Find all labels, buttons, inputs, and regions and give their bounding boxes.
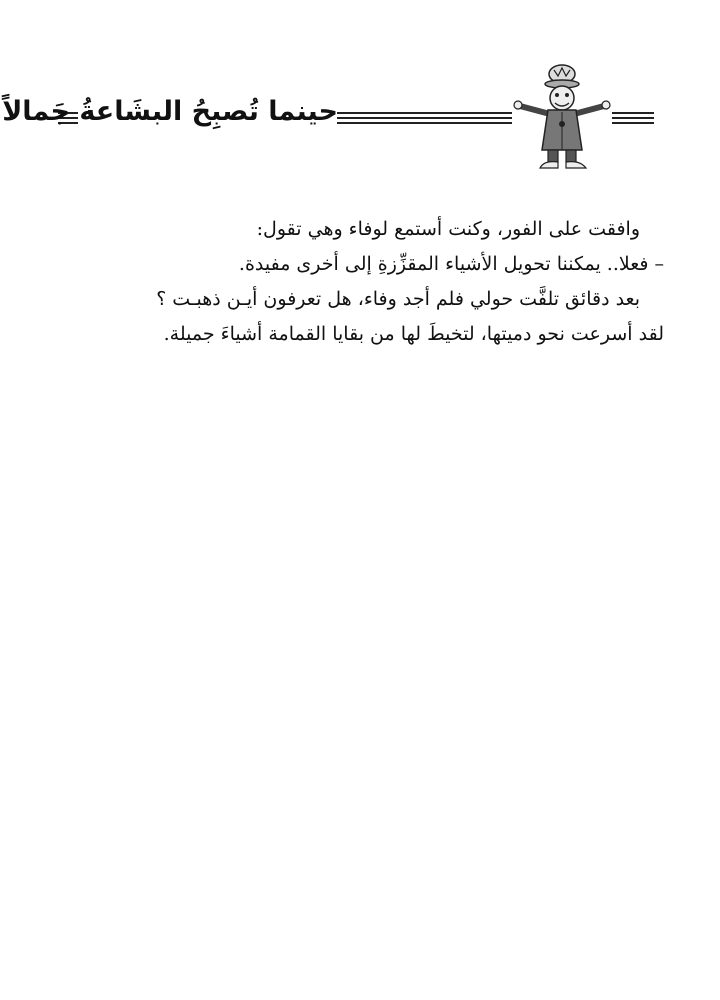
paragraph-line: – فعلا.. يمكننا تحويل الأشياء المقزِّزةِ إلى أخرى مفيدة. [238, 253, 664, 275]
paragraph-line: لقد أسرعت نحو دميتها، لتخيطَ لها من بقايا القمامة أشياءَ جميلة. [163, 323, 664, 345]
decorative-rule [337, 112, 512, 124]
story-text [52, 212, 664, 352]
cartoon-scarecrow-icon [512, 62, 612, 172]
paragraph-line: بعد دقائق تلفَّت حولي فلم أجد وفاء، هل تعرفون أيـن ذهبـت ؟ [156, 288, 640, 310]
paragraph-line: وافقت على الفور، وكنت أستمع لوفاء وهي تقول: [256, 218, 640, 240]
chapter-header [2, 62, 662, 172]
chapter-title: حينما تُصبِحُ البشَاعةُ جَمالاً [2, 96, 338, 127]
decorative-rule [612, 112, 654, 124]
